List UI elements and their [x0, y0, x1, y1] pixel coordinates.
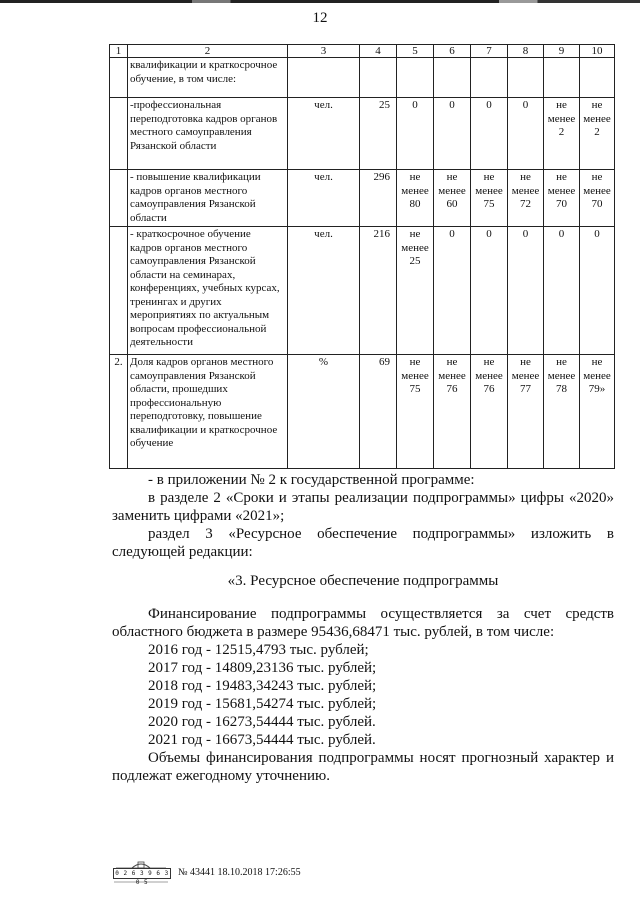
table-row [110, 355, 615, 469]
base-value: 25 [360, 98, 397, 170]
year-value: 0 [544, 227, 580, 355]
year-value [544, 58, 580, 98]
base-value: 296 [360, 170, 397, 227]
year-value [471, 58, 508, 98]
section2-line2: заменить цифрами «2021»; [112, 508, 285, 524]
table-header-cell: 6 [434, 45, 471, 58]
base-value: 216 [360, 227, 397, 355]
unit: чел. [288, 98, 360, 170]
year-value: 0 [434, 227, 471, 355]
year-value: 0 [434, 98, 471, 170]
closing-line2: подлежат ежегодному уточнению. [112, 768, 330, 784]
table-header-row [110, 45, 615, 58]
year-value: не менее 75 [397, 355, 434, 469]
table-header-cell: 3 [288, 45, 360, 58]
year-value: не менее 2 [580, 98, 615, 170]
year-value [434, 58, 471, 98]
year-financing-line: 2020 год - 16273,54444 тыс. рублей. [148, 714, 376, 730]
closing-line1: Объемы финансирования подпрограммы носят прогнозный характер и [148, 750, 614, 766]
table-row [110, 227, 615, 355]
year-value: 0 [508, 98, 544, 170]
section3-line1: раздел 3 «Ресурсное обеспечение подпрограммы» изложить в [148, 526, 614, 542]
table-header-cell: 5 [397, 45, 434, 58]
row-number [110, 58, 128, 98]
year-value: не менее 78 [544, 355, 580, 469]
top-scan-rule [0, 0, 640, 3]
indicator-name: - повышение квалификации кадров органов местного самоуправления Рязанской области [128, 170, 288, 227]
year-value: 0 [397, 98, 434, 170]
year-financing-line: 2019 год - 15681,54274 тыс. рублей; [148, 696, 377, 712]
table-row [110, 58, 615, 98]
page-number: 12 [312, 10, 328, 26]
indicators-table [109, 44, 615, 469]
row-number [110, 170, 128, 227]
section-title: «3. Ресурсное обеспечение подпрограммы [227, 573, 499, 589]
row-number [110, 227, 128, 355]
year-value: не менее 75 [471, 170, 508, 227]
year-value [508, 58, 544, 98]
year-value: 0 [471, 98, 508, 170]
year-value: 0 [508, 227, 544, 355]
unit: % [288, 355, 360, 469]
table-header-cell: 7 [471, 45, 508, 58]
year-value: не менее 2 [544, 98, 580, 170]
section2-line1: в разделе 2 «Сроки и этапы реализации подпрограммы» цифры «2020» [148, 490, 614, 506]
base-value: 69 [360, 355, 397, 469]
year-value: не менее 70 [544, 170, 580, 227]
year-value: не менее 72 [508, 170, 544, 227]
year-financing-line: 2017 год - 14809,23136 тыс. рублей; [148, 660, 377, 676]
row-number: 2. [110, 355, 128, 469]
row-number [110, 98, 128, 170]
base-value [360, 58, 397, 98]
year-value: не менее 25 [397, 227, 434, 355]
registration-number: № 43441 18.10.2018 17:26:55 [178, 867, 301, 878]
table-header-cell: 2 [128, 45, 288, 58]
table-row [110, 170, 615, 227]
indicator-name: -профессиональная переподготовка кадров органов местного самоуправления Рязанской области [128, 98, 288, 170]
table-header-cell: 8 [508, 45, 544, 58]
financing-line2: областного бюджета в размере 95436,68471 тыс. рублей, в том числе: [112, 624, 555, 640]
table-header-cell: 10 [580, 45, 615, 58]
year-financing-line: 2021 год - 16673,54444 тыс. рублей. [148, 732, 376, 748]
year-value: не менее 70 [580, 170, 615, 227]
unit [288, 58, 360, 98]
year-value: не менее 76 [434, 355, 471, 469]
year-value: не менее 79» [580, 355, 615, 469]
indicator-name: - краткосрочное обучение кадров органов местного самоуправления Рязанской области на семинарах, конференциях, учебных курсах, тренингах и других мероприятиях по актуальным вопросам профессиональной деятельности [128, 227, 288, 355]
indicator-name: Доля кадров органов местного самоуправления Рязанской области, прошедших профессиональную переподготовку, повышение квалификации и краткосрочное обучение [128, 355, 288, 469]
year-value: не менее 80 [397, 170, 434, 227]
year-value [397, 58, 434, 98]
indicator-name: квалификации и краткосрочное обучение, в том числе: [128, 58, 288, 98]
year-value: 0 [580, 227, 615, 355]
year-value: 0 [471, 227, 508, 355]
year-value: не менее 60 [434, 170, 471, 227]
financing-line1: Финансирование подпрограммы осуществляется за счет средств [148, 606, 614, 622]
unit: чел. [288, 170, 360, 227]
section3-line2: следующей редакции: [112, 544, 253, 560]
year-value [580, 58, 615, 98]
unit: чел. [288, 227, 360, 355]
year-financing-line: 2016 год - 12515,4793 тыс. рублей; [148, 642, 369, 658]
year-value: не менее 77 [508, 355, 544, 469]
appendix-intro: - в приложении № 2 к государственной программе: [148, 472, 475, 488]
table-header-cell: 1 [110, 45, 128, 58]
stamp-code: 0 2 6 3 9 6 3 0 5 [113, 868, 171, 879]
table-row [110, 98, 615, 170]
table-header-cell: 9 [544, 45, 580, 58]
table-header-cell: 4 [360, 45, 397, 58]
year-value: не менее 76 [471, 355, 508, 469]
year-financing-line: 2018 год - 19483,34243 тыс. рублей; [148, 678, 377, 694]
